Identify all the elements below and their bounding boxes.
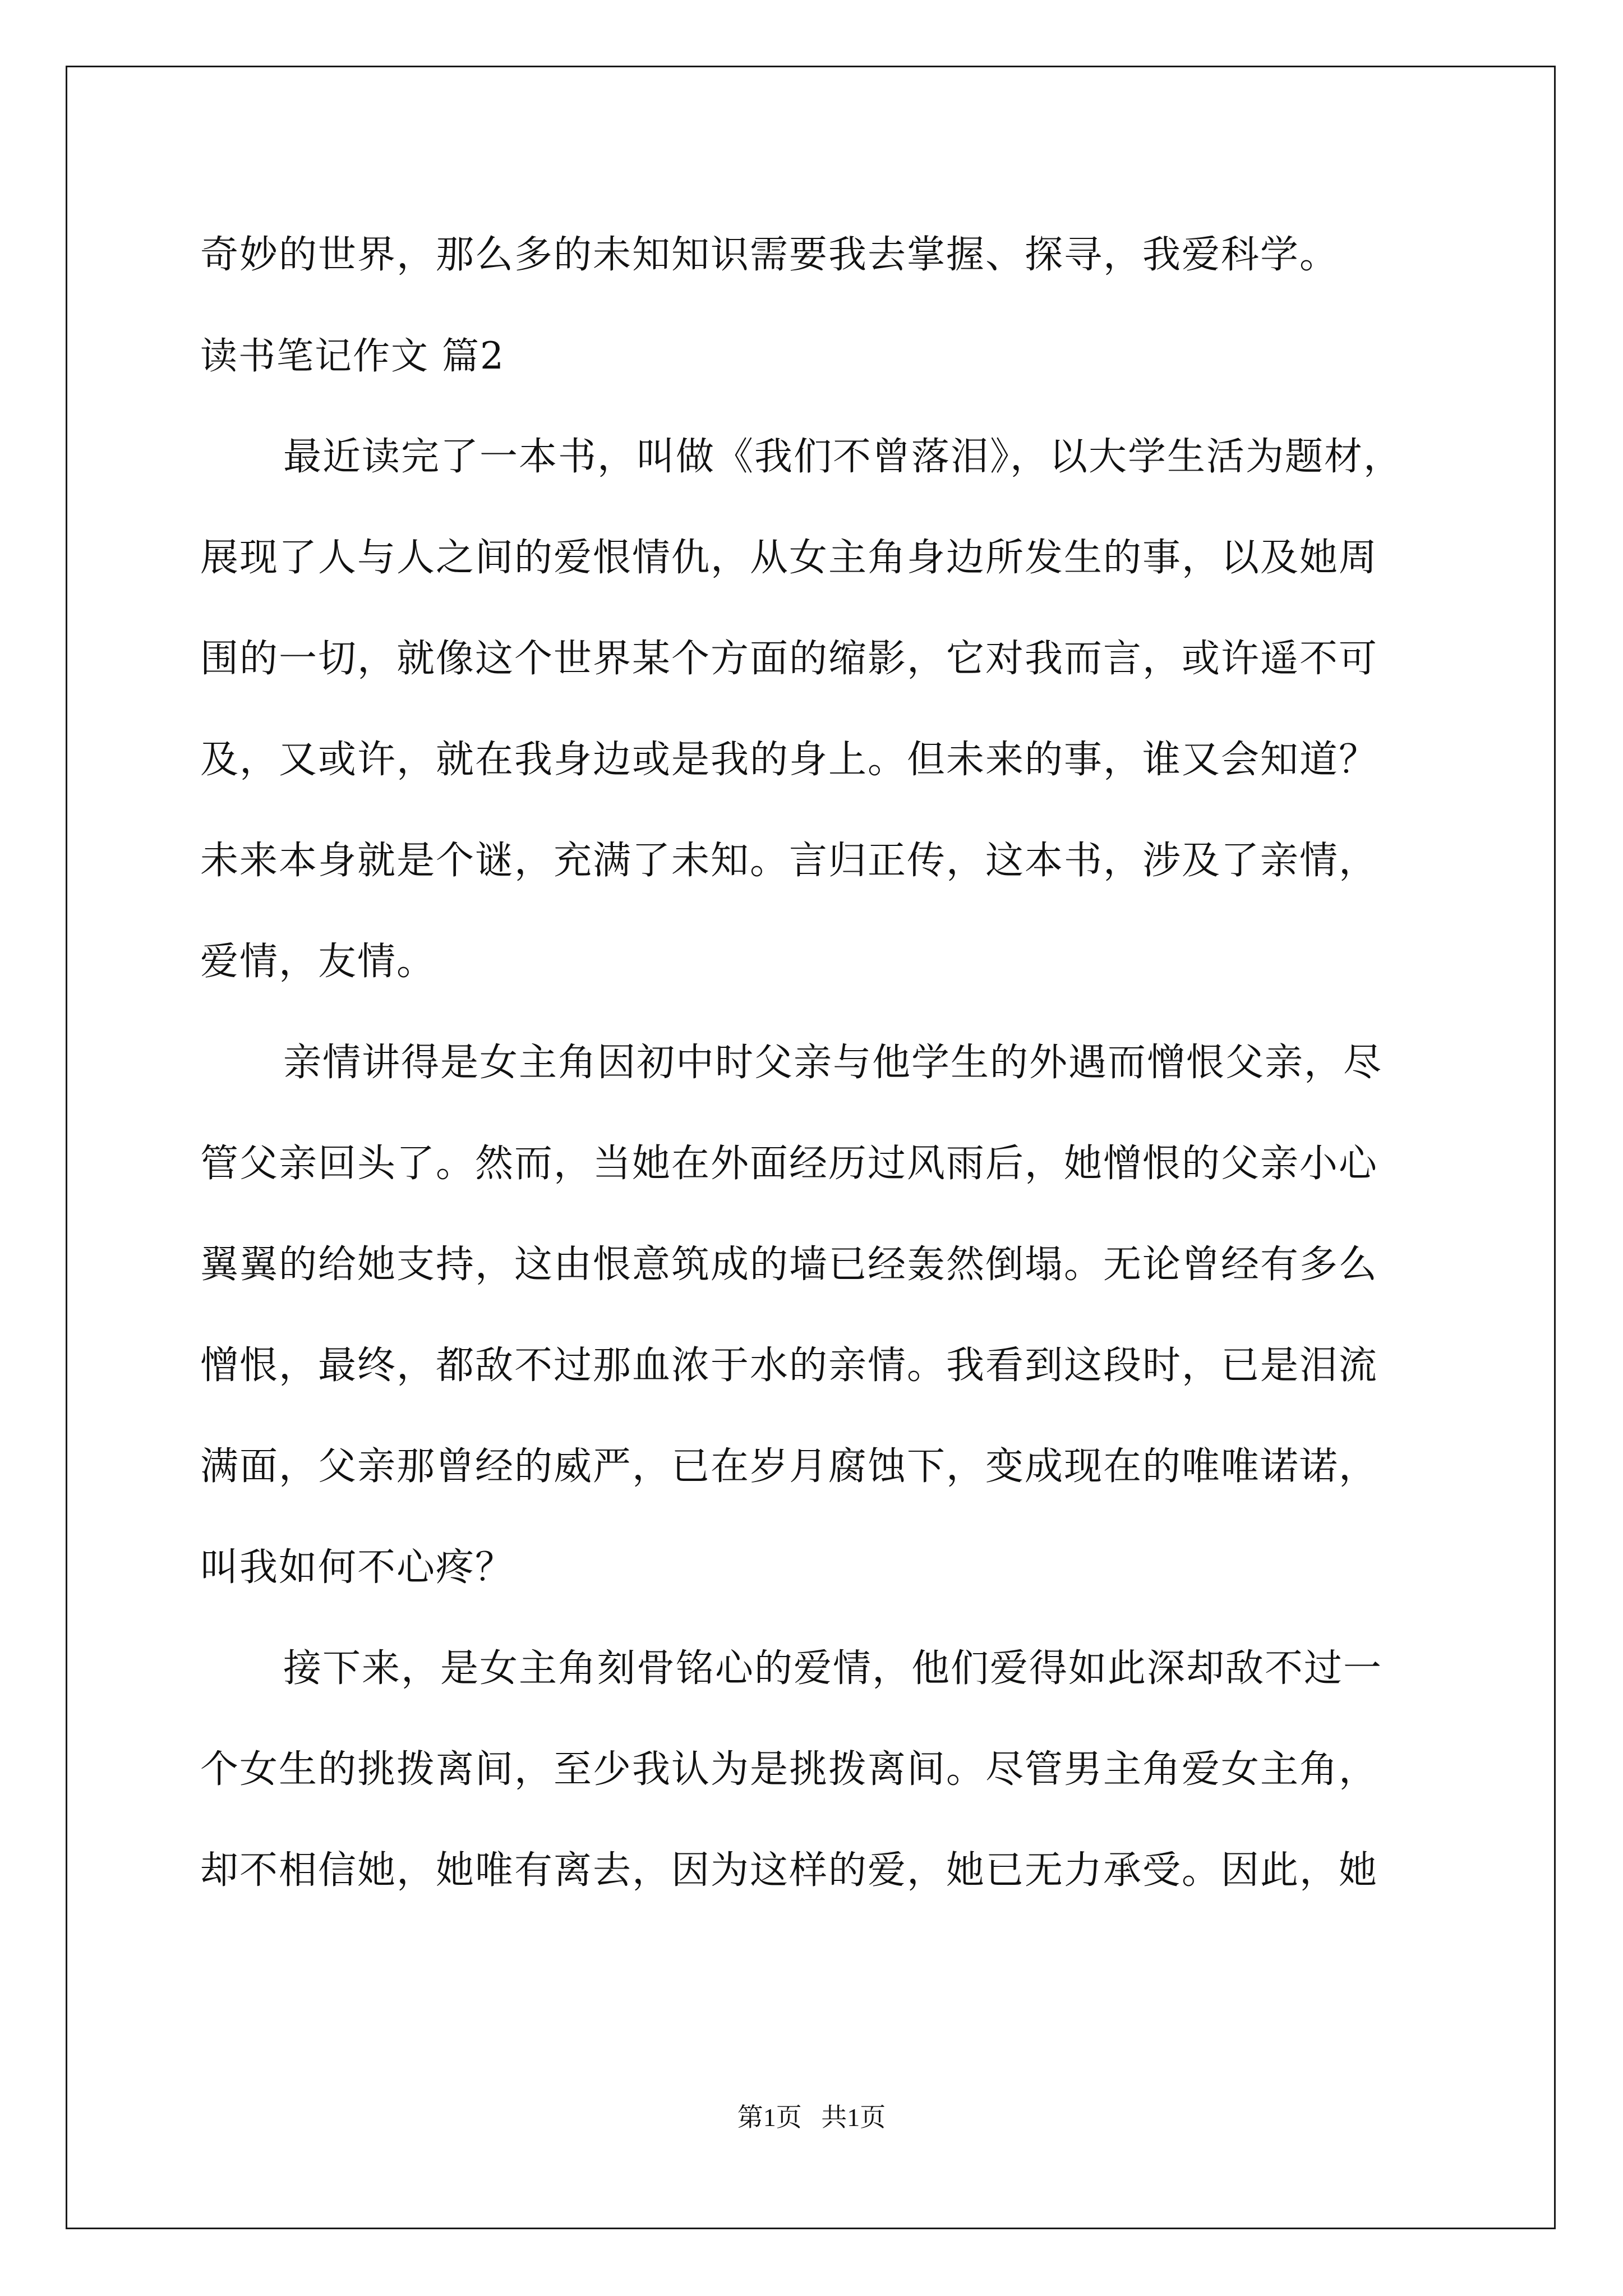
text-line: 展现了人与人之间的爱恨情仇，从女主角身边所发生的事，以及她周: [200, 536, 1378, 580]
text-line: 却不相信她，她唯有离去，因为这样的爱，她已无力承受。因此，她: [200, 1848, 1378, 1893]
text-line: 满面，父亲那曾经的威严，已在岁月腐蚀下，变成现在的唯唯诺诺，: [200, 1444, 1378, 1489]
page-number-total: 共1页: [821, 2103, 886, 2132]
text-line: 管父亲回头了。然而，当她在外面经历过风雨后，她憎恨的父亲小心: [200, 1142, 1378, 1186]
section-heading: 读书笔记作文 篇2: [200, 334, 505, 378]
text-line: 爱情，友情。: [200, 940, 436, 984]
page-footer: [0, 2101, 1623, 2134]
document-body: [200, 205, 1479, 1921]
text-line: 翼翼的给她支持，这由恨意筑成的墙已经轰然倒塌。无论曾经有多么: [200, 1243, 1378, 1287]
text-line: 围的一切，就像这个世界某个方面的缩影，它对我而言，或许遥不可: [200, 637, 1378, 681]
text-line: 接下来，是女主角刻骨铭心的爱情，他们爱得如此深却敌不过一: [283, 1646, 1383, 1691]
page-number-current: 第1页: [737, 2103, 802, 2132]
text-line: 个女生的挑拨离间，至少我认为是挑拨离间。尽管男主角爱女主角，: [200, 1747, 1378, 1792]
text-line: 最近读完了一本书，叫做《我们不曾落泪》，以大学生活为题材，: [283, 435, 1403, 479]
text-line: 奇妙的世界，那么多的未知知识需要我去掌握、探寻，我爱科学。: [200, 233, 1339, 277]
text-line: 憎恨，最终，都敌不过那血浓于水的亲情。我看到这段时，已是泪流: [200, 1343, 1378, 1388]
text-line: 叫我如何不心疼？: [200, 1545, 515, 1590]
text-line: 及，又或许，就在我身边或是我的身上。但未来的事，谁又会知道？: [200, 738, 1378, 782]
text-line: 未来本身就是个谜，充满了未知。言归正传，这本书，涉及了亲情，: [200, 839, 1378, 883]
text-line: 亲情讲得是女主角因初中时父亲与他学生的外遇而憎恨父亲，尽: [283, 1041, 1383, 1085]
